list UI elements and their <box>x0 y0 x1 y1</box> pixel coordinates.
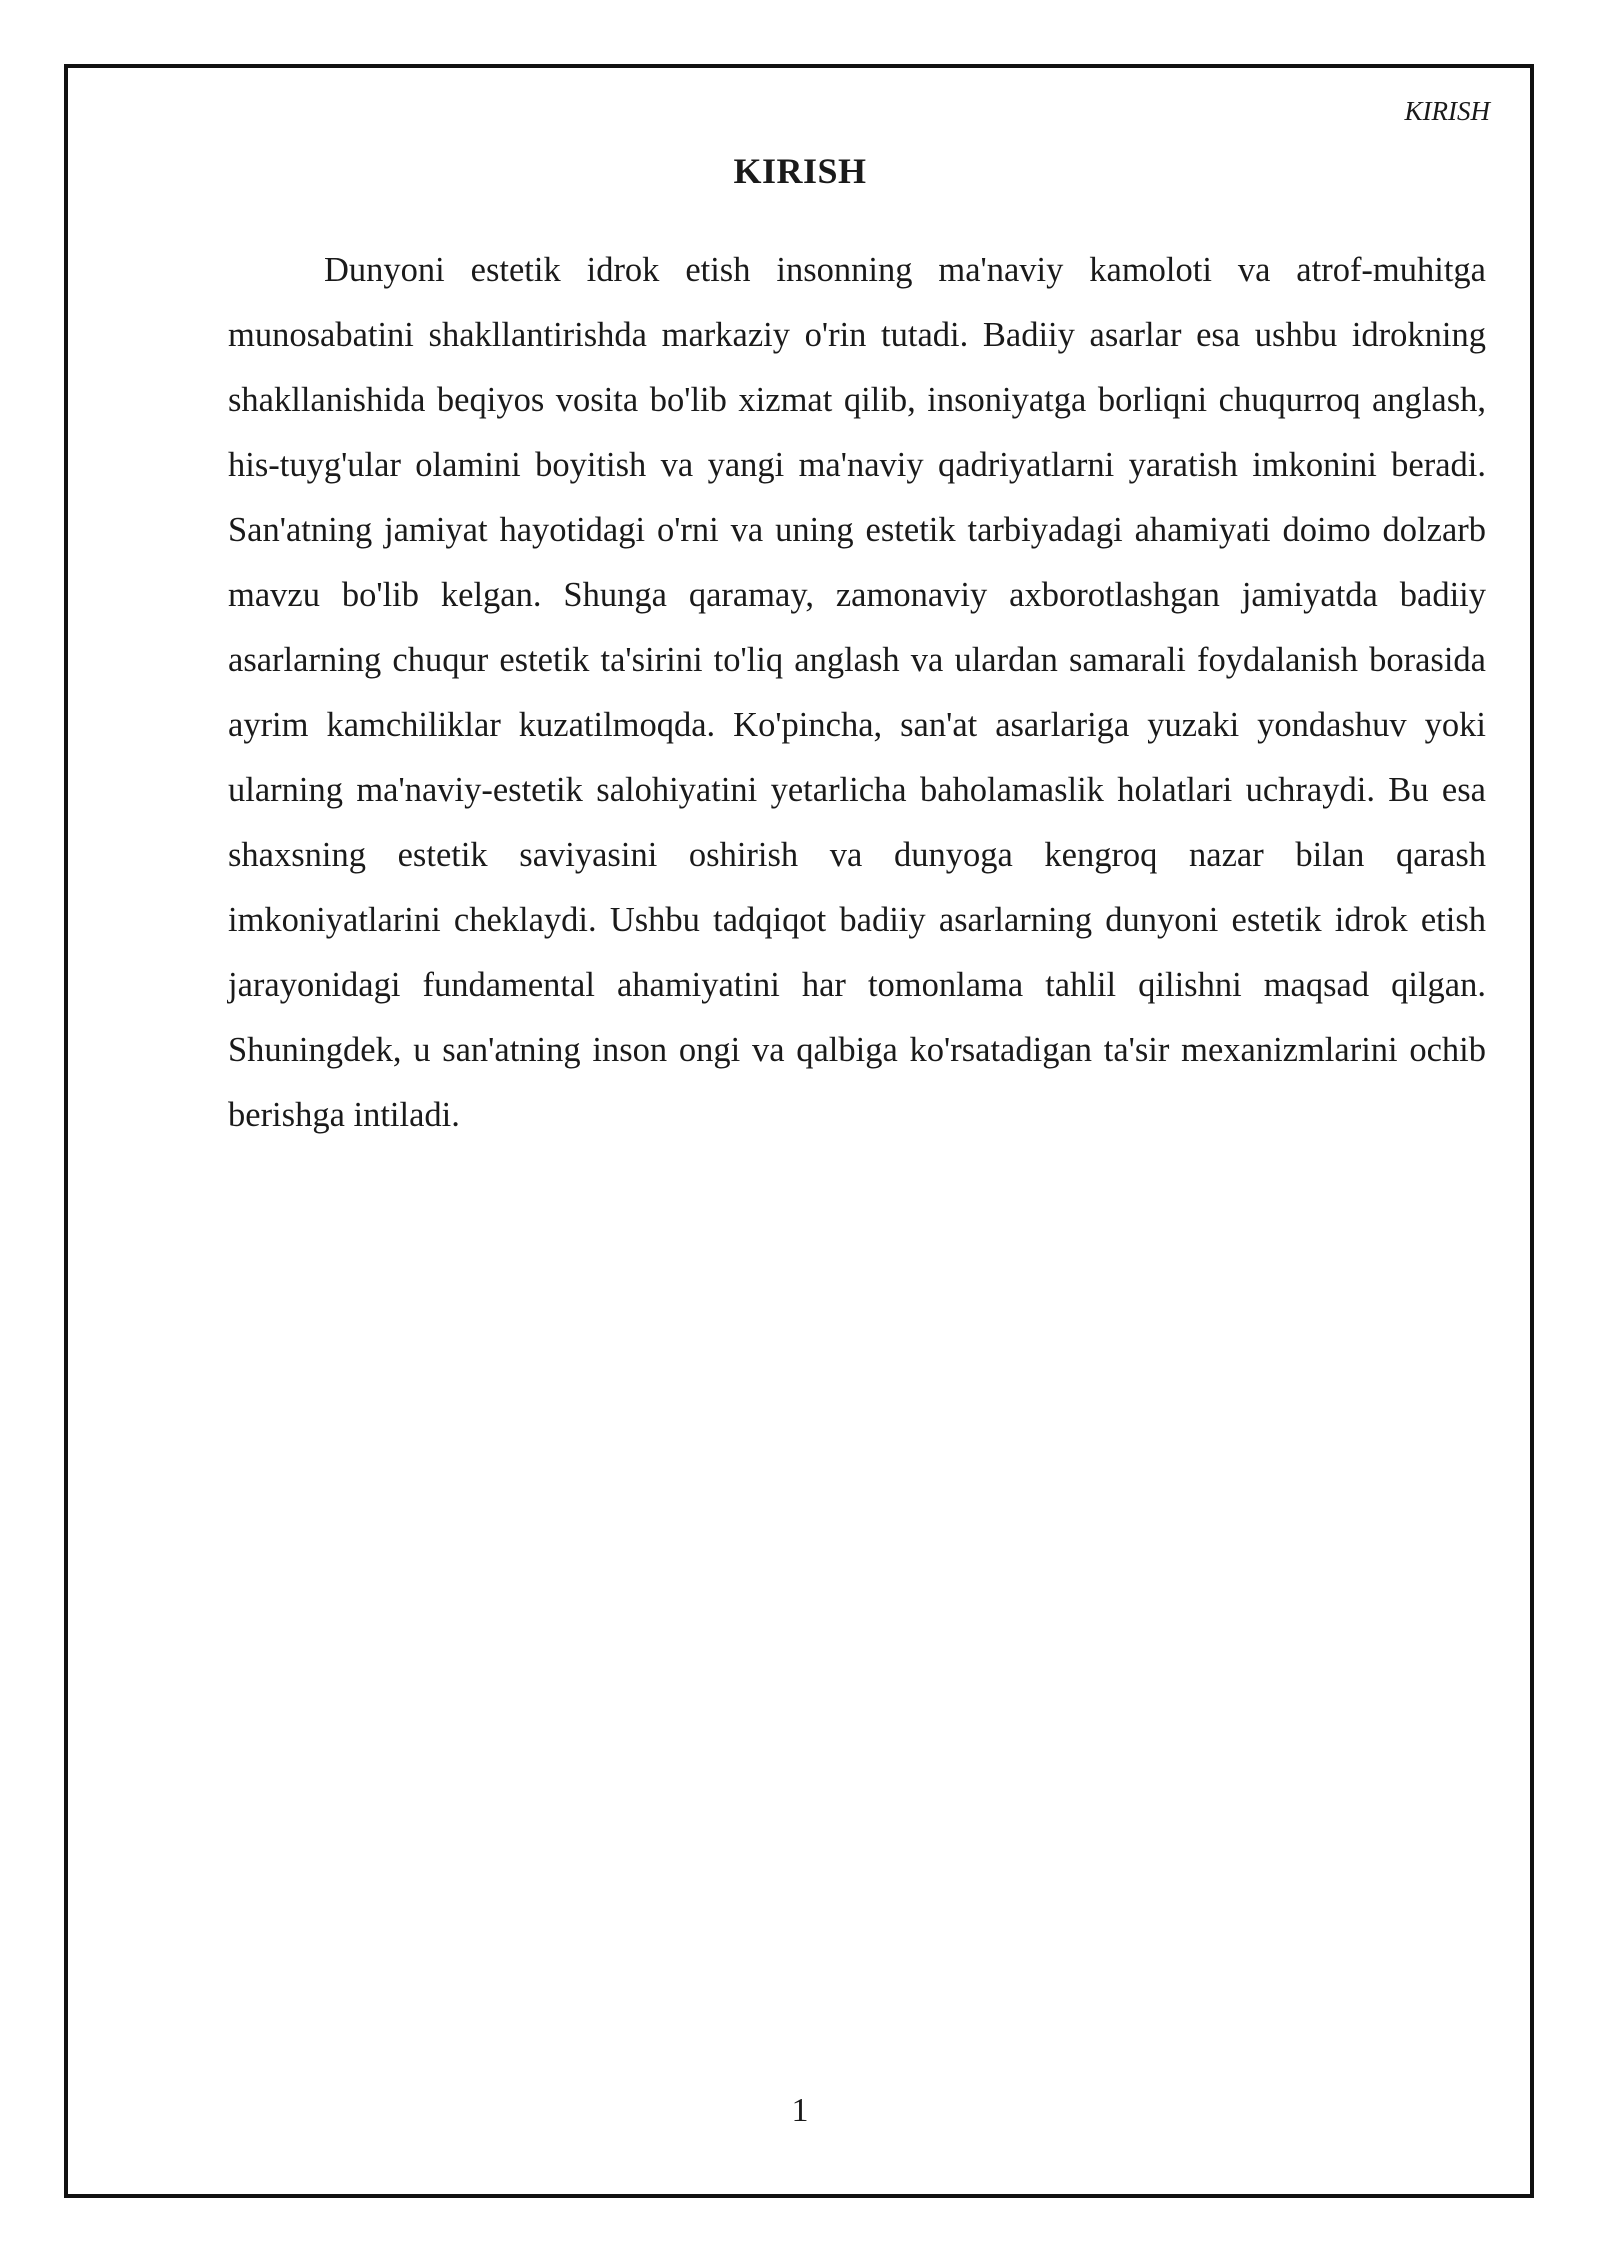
page-title: KIRISH <box>733 151 867 191</box>
running-header: KIRISH <box>1404 96 1490 126</box>
body-paragraph: Dunyoni estetik idrok etish insonning ma'naviy kamoloti va atrof-muhitga munosabatini shakllantirishda markaziy o'rin tutadi. Badiiy asarlar esa ushbu idrokning shakllanishida beqiyos vosita bo'lib xizmat qilib, insoniyatga borliqni chuqurroq anglash, his-tuyg'ular olamini boyitish va yangi ma'naviy qadriyatlarni yaratish imkonini beradi. San'atning jamiyat hayotidagi o'rni va uning estetik tarbiyadagi ahamiyati doimo dolzarb mavzu bo'lib kelgan. Shunga qaramay, zamonaviy axborotlashgan jamiyatda badiiy asarlarning chuqur estetik ta'sirini to'liq anglash va ulardan samarali foydalanish borasida ayrim kamchiliklar kuzatilmoqda. Ko'pincha, san'at asarlariga yuzaki yondashuv yoki ularning ma'naviy-estetik salohiyatini yetarlicha baholamaslik holatlari uchraydi. Bu esa shaxsning estetik saviyasini oshirish va dunyoga kengroq nazar bilan qarash imkoniyatlarini cheklaydi. Ushbu tadqiqot badiiy asarlarning dunyoni estetik idrok etish jarayonidagi fundamental ahamiyatini har tomonlama tahlil qilishni maqsad qilgan. Shuningdek, u san'atning inson ongi va qalbiga ko'rsatadigan ta'sir mexanizmlarini ochib berishga intiladi. <box>228 251 1486 1134</box>
page-number: 1 <box>791 2092 809 2129</box>
